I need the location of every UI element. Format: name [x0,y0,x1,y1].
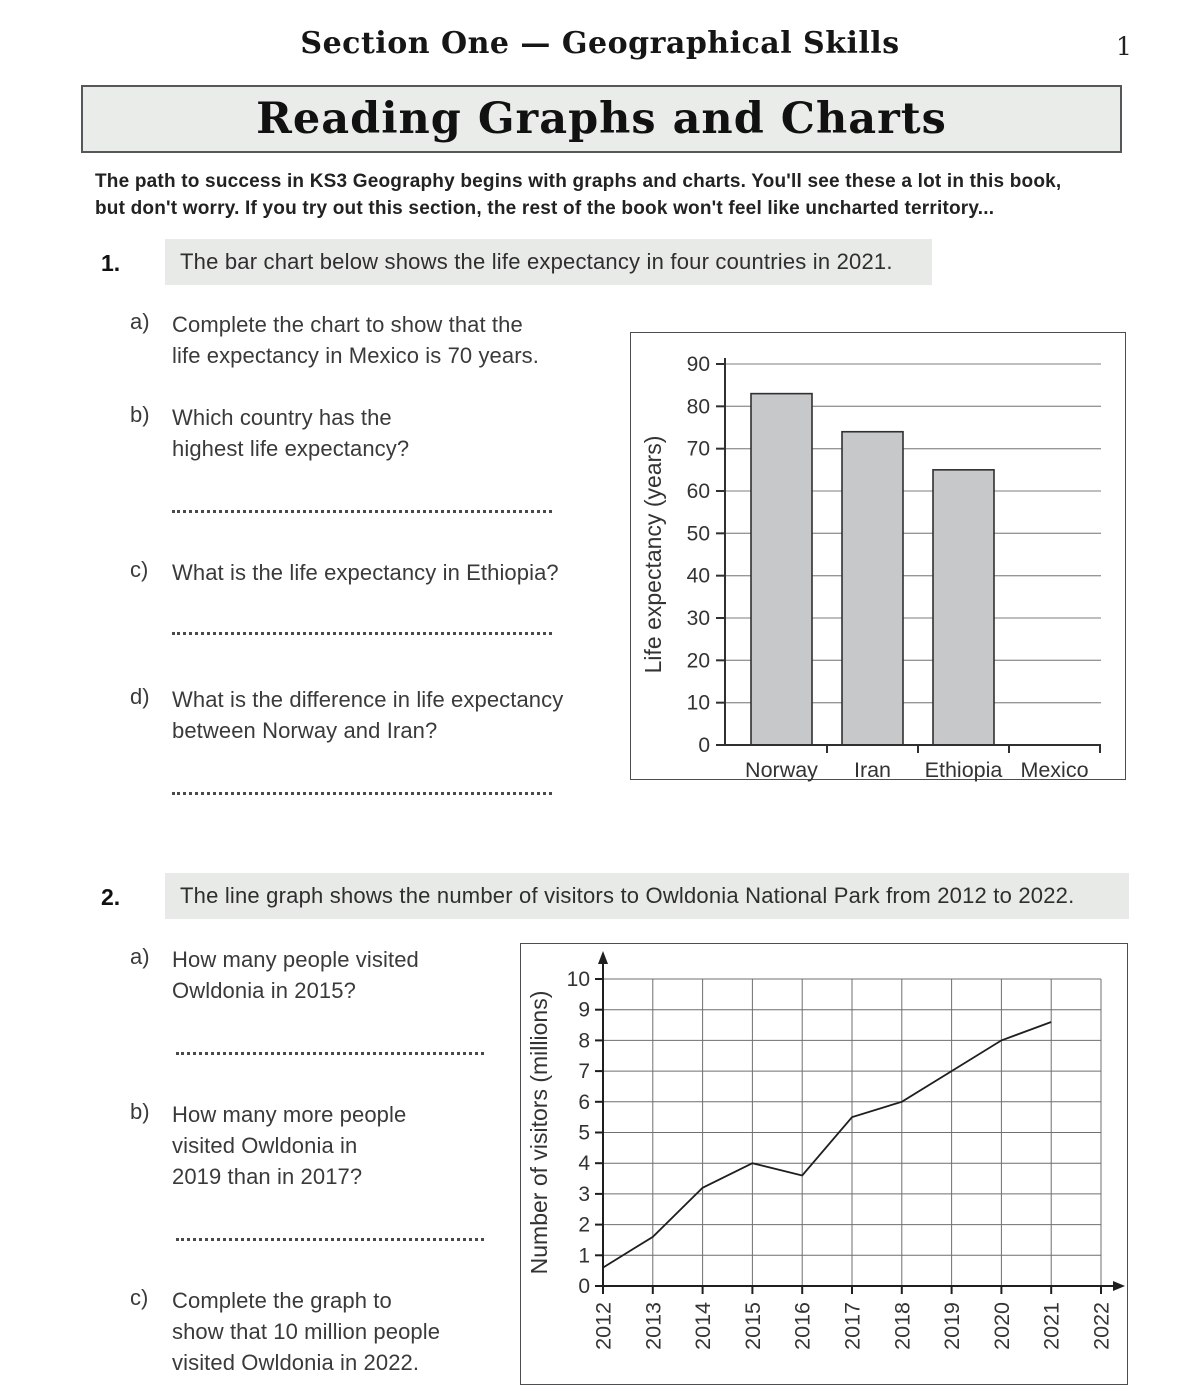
answer-line-q2a [176,1052,484,1055]
y-tick-label: 6 [578,1090,590,1114]
q2-part-c-text: Complete the graph to show that 10 million people visited Owldonia in 2022. [172,1288,441,1375]
q1-part-d-label: d) [130,684,150,709]
y-tick-label: 70 [686,437,710,461]
question-1-prompt-text: The bar chart below shows the life expectancy in four countries in 2021. [180,249,893,274]
x-tick-label: 2016 [790,1302,815,1350]
q1-part-d-text: What is the difference in life expectancy between Norway and Iran? [172,687,564,743]
x-tick-label: 2022 [1089,1302,1114,1350]
x-tick-label: 2017 [840,1302,865,1350]
intro-text [95,168,1105,222]
bar-ethiopia [933,470,994,745]
y-axis-title: Number of visitors (millions) [526,990,552,1275]
y-tick-label: 2 [578,1213,590,1237]
question-1-prompt [165,239,932,285]
y-tick-label: 40 [686,564,710,588]
line-chart-svg [521,944,1124,1381]
intro-line-2: but don't worry. If you try out this section, the rest of the book won't feel like uncharted territory... [95,198,995,219]
question-1-number: 1. [101,250,121,276]
page-number: 1 [1116,32,1132,61]
y-tick-label: 60 [686,480,710,503]
y-tick-label: 1 [578,1244,590,1268]
q1-part-b-label: b) [130,402,150,427]
intro-line-1: The path to success in KS3 Geography begins with graphs and charts. You'll see these a lot in this book, [95,171,1062,192]
answer-line-q1c [172,632,552,635]
x-tick-label: 2018 [890,1302,915,1350]
answer-line-q1d [172,792,552,795]
x-tick-label: 2020 [989,1302,1014,1350]
q1-part-a-text: Complete the chart to show that the life expectancy in Mexico is 70 years. [172,312,539,368]
data-line [603,1022,1051,1268]
section-heading: Section One — Geographical Skills [300,26,900,61]
y-tick-label: 9 [578,998,590,1022]
question-2-prompt [165,873,1129,919]
question-2-prompt-text: The line graph shows the number of visitors to Owldonia National Park from 2012 to 2022. [180,883,1075,908]
q2-part-a-text: How many people visited Owldonia in 2015? [172,947,419,1003]
y-axis-title: Life expectancy (years) [640,435,666,674]
x-tick-label: 2013 [641,1302,666,1350]
y-tick-label: 0 [578,1275,590,1298]
category-label: Ethiopia [924,758,1003,782]
y-tick-label: 4 [578,1152,590,1176]
answer-line-q2b [176,1238,484,1241]
y-tick-label: 0 [698,734,710,757]
q1-part-c-text: What is the life expectancy in Ethiopia? [172,560,559,585]
chapter-title-banner [81,85,1122,153]
y-tick-label: 7 [578,1060,590,1084]
answer-line-q1b [172,510,552,513]
x-tick-label: 2021 [1039,1302,1064,1350]
q2-part-b-label: b) [130,1099,150,1124]
x-tick-label: 2019 [940,1302,965,1350]
x-tick-label: 2014 [691,1302,716,1350]
y-tick-label: 5 [578,1121,590,1145]
chapter-title: Reading Graphs and Charts [256,94,947,144]
question-2-number: 2. [101,884,121,910]
q2-part-b-text: How many more people visited Owldonia in 2019 than in 2017? [172,1102,407,1189]
y-tick-label: 8 [578,1029,590,1053]
y-tick-label: 30 [686,607,710,630]
category-label: Norway [745,758,818,782]
bar-iran [842,432,903,745]
bar-chart-svg [631,333,1122,782]
category-label: Iran [853,758,892,782]
x-axis-arrow [1113,1281,1125,1291]
x-tick-label: 2012 [591,1302,616,1350]
y-tick-label: 10 [686,691,710,715]
y-axis-arrow [598,951,608,964]
y-tick-label: 20 [686,649,710,673]
y-tick-label: 80 [686,395,710,419]
y-tick-label: 50 [686,522,710,546]
bar-norway [751,394,812,745]
q1-part-c-label: c) [130,557,149,582]
bar-chart-frame [630,332,1126,780]
q1-part-a-label: a) [130,309,150,334]
y-tick-label: 10 [566,968,590,991]
category-label: Mexico [1020,758,1089,782]
x-tick-label: 2015 [740,1302,765,1350]
y-tick-label: 3 [578,1182,590,1206]
q2-part-c-label: c) [130,1285,149,1310]
y-tick-label: 90 [686,353,710,376]
q2-part-a-label: a) [130,944,150,969]
q1-part-b-text: Which country has the highest life expectancy? [172,405,410,461]
line-chart-frame [520,943,1128,1385]
